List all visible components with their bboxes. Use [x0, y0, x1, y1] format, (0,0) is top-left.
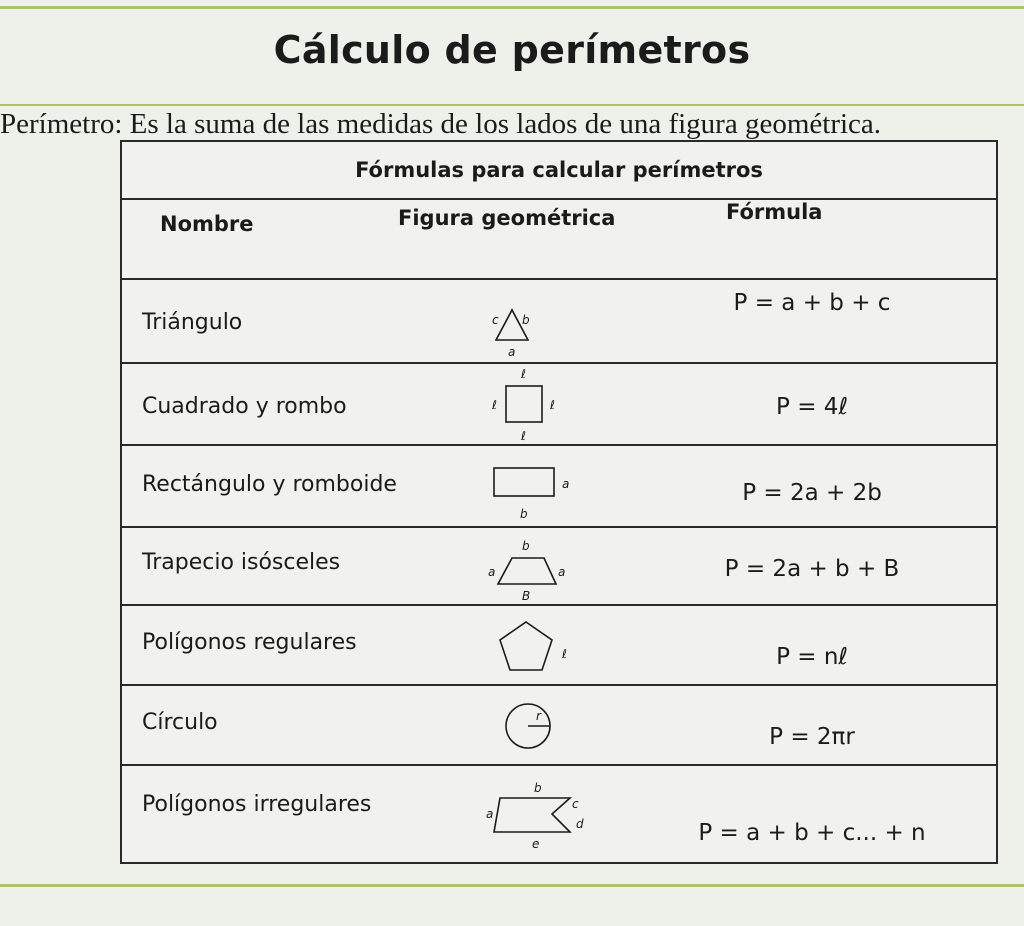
- title-rule: [0, 104, 1024, 106]
- header-name: Nombre: [160, 212, 254, 236]
- row-name: Cuadrado y rombo: [142, 394, 347, 419]
- trapezoid-label-B: B: [522, 589, 531, 603]
- square-label-top: ℓ: [521, 367, 526, 381]
- trapezoid-label-a-right: a: [558, 565, 566, 579]
- table-row: [122, 528, 996, 604]
- table-row: [122, 364, 996, 444]
- triangle-icon: [482, 284, 632, 360]
- irregular-label-c: c: [572, 797, 579, 811]
- square-icon: [484, 364, 634, 443]
- table-row: [122, 766, 996, 864]
- page-title: Cálculo de perímetros: [273, 28, 751, 72]
- row-name: Trapecio isósceles: [142, 550, 341, 575]
- table-title: Fórmulas para calcular perímetros: [355, 158, 763, 182]
- row-formula: P = 2πr: [769, 724, 855, 750]
- irregular-label-d: d: [576, 817, 584, 831]
- row-name: Círculo: [142, 710, 218, 735]
- header-formula: Fórmula: [726, 200, 823, 224]
- row-formula: P = 2a + b + B: [724, 556, 900, 582]
- rectangle-label-a: a: [562, 477, 570, 491]
- irregular-label-e: e: [532, 837, 540, 851]
- triangle-label-b: b: [522, 313, 530, 327]
- trapezoid-label-a-left: a: [488, 565, 496, 579]
- row-name: Polígonos irregulares: [142, 792, 372, 817]
- square-label-right: ℓ: [550, 398, 555, 412]
- row-formula: P = 2a + 2b: [742, 480, 882, 506]
- row-formula: P = a + b + c... + n: [698, 820, 926, 846]
- table-row: [122, 446, 996, 526]
- pentagon-label-l: ℓ: [562, 647, 567, 661]
- square-label-bottom: ℓ: [521, 429, 526, 443]
- pentagon-icon: [496, 616, 646, 692]
- table-row: [122, 686, 996, 764]
- header-figure: Figura geométrica: [398, 206, 616, 230]
- definition-term: Perímetro:: [0, 108, 123, 140]
- circle-icon: [502, 698, 652, 774]
- row-formula: P = a + b + c: [733, 290, 891, 316]
- triangle-label-a: a: [508, 345, 516, 359]
- irregular-label-b: b: [534, 781, 542, 795]
- square-label-left: ℓ: [492, 398, 497, 412]
- row-name: Rectángulo y romboide: [142, 472, 397, 497]
- table-row: [122, 280, 996, 362]
- trapezoid-label-b: b: [522, 539, 530, 553]
- row-name: Triángulo: [142, 310, 243, 335]
- row-formula: P = 4ℓ: [776, 394, 848, 420]
- definition-text: Es la suma de las medidas de los lados de una figura geométrica.: [122, 108, 882, 140]
- table-divider: [122, 198, 996, 200]
- formulas-table: [120, 140, 998, 864]
- bottom-rule: [0, 884, 1024, 887]
- row-name: Polígonos regulares: [142, 630, 357, 655]
- top-rule: [0, 6, 1024, 9]
- irregular-label-a: a: [486, 807, 494, 821]
- irregular-polygon-icon: [480, 774, 630, 850]
- trapezoid-icon: [484, 532, 634, 608]
- row-formula: P = nℓ: [776, 644, 848, 670]
- definition-line: [0, 108, 1024, 141]
- table-row: [122, 606, 996, 684]
- rectangle-label-b: b: [520, 507, 528, 521]
- circle-label-r: r: [536, 709, 541, 723]
- triangle-label-c: c: [492, 313, 499, 327]
